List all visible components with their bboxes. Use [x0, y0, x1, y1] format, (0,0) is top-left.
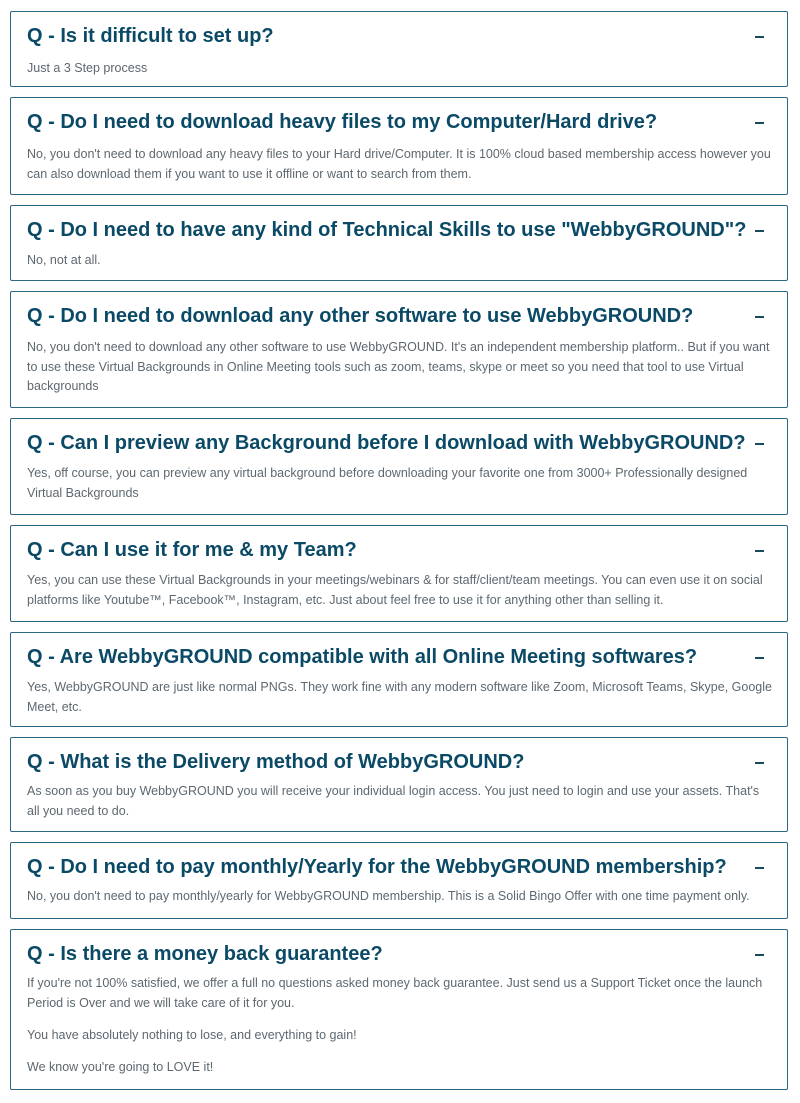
faq-item [10, 842, 788, 919]
faq-answer: Yes, WebbyGROUND are just like normal PNGs. They work fine with any modern software like Zoom, Microsoft Teams, Skype, Google Meet, etc. [27, 680, 772, 714]
faq-question[interactable]: Q - Do I need to download heavy files to my Computer/Hard drive? [27, 111, 658, 133]
faq-question[interactable]: Q - Do I need to download any other software to use WebbyGROUND? [27, 305, 694, 327]
collapse-icon[interactable] [753, 855, 767, 879]
faq-answer: We know you're going to LOVE it! [27, 1060, 214, 1074]
faq-item [10, 291, 788, 408]
collapse-icon[interactable] [753, 538, 767, 562]
collapse-icon[interactable] [753, 304, 767, 328]
faq-answer: As soon as you buy WebbyGROUND you will receive your individual login access. You just need to login and use your assets. That's all you need to do. [27, 784, 760, 818]
faq-question[interactable]: Q - Can I preview any Background before I download with WebbyGROUND? [27, 432, 746, 454]
faq-answer: No, you don't need to download any heavy files to your Hard drive/Computer. It is 100% cloud based membership access however you can also download them if you want to use it offline or want to search from them. [27, 147, 771, 181]
faq-question[interactable]: Q - Are WebbyGROUND compatible with all Online Meeting softwares? [27, 646, 698, 668]
faq-answer: No, not at all. [27, 253, 101, 267]
faq-answer: Yes, off course, you can preview any virtual background before downloading your favorite one from 3000+ Professionally designed Virtual Backgrounds [27, 466, 748, 500]
collapse-icon[interactable] [753, 110, 767, 134]
faq-answer: Just a 3 Step process [27, 61, 148, 75]
faq-question[interactable]: Q - Do I need to have any kind of Technical Skills to use "WebbyGROUND"? [27, 219, 747, 241]
collapse-icon[interactable] [753, 24, 767, 48]
collapse-icon[interactable] [753, 942, 767, 966]
faq-item [10, 525, 788, 622]
faq-question[interactable]: Q - Is there a money back guarantee? [27, 943, 383, 965]
faq-question[interactable]: Q - Do I need to pay monthly/Yearly for the WebbyGROUND membership? [27, 856, 727, 878]
faq-answer: No, you don't need to download any other software to use WebbyGROUND. It's an independent membership platform.. But if you want to use these Virtual Backgrounds in Online Meeting tools such as zoom, teams, skype or meet so you need that tool to use Virtual backgrounds [27, 340, 770, 393]
faq-item [10, 205, 788, 281]
faq-question[interactable]: Q - What is the Delivery method of WebbyGROUND? [27, 751, 525, 773]
faq-item [10, 737, 788, 832]
collapse-icon[interactable] [753, 431, 767, 455]
faq-question[interactable]: Q - Is it difficult to set up? [27, 25, 274, 47]
collapse-icon[interactable] [753, 750, 767, 774]
collapse-icon[interactable] [753, 645, 767, 669]
collapse-icon[interactable] [753, 218, 767, 242]
faq-question[interactable]: Q - Can I use it for me & my Team? [27, 539, 357, 561]
faq-answer: Yes, you can use these Virtual Backgrounds in your meetings/webinars & for staff/client/team meetings. You can even use it on social platforms like Youtube™, Facebook™, Instagram, etc. Just about feel free to use it for anything other than selling it. [27, 573, 763, 607]
faq-item [10, 929, 788, 1090]
faq-item [10, 632, 788, 727]
faq-item [10, 11, 788, 87]
faq-item [10, 418, 788, 515]
faq-answer: You have absolutely nothing to lose, and everything to gain! [27, 1028, 357, 1042]
faq-answer: If you're not 100% satisfied, we offer a full no questions asked money back guarantee. Just send us a Support Ticket once the launch Period is Over and we will take care of it for you. [27, 976, 763, 1010]
faq-answer: No, you don't need to pay monthly/yearly for WebbyGROUND membership. This is a Solid Bingo Offer with one time payment only. [27, 889, 750, 903]
faq-item [10, 97, 788, 195]
